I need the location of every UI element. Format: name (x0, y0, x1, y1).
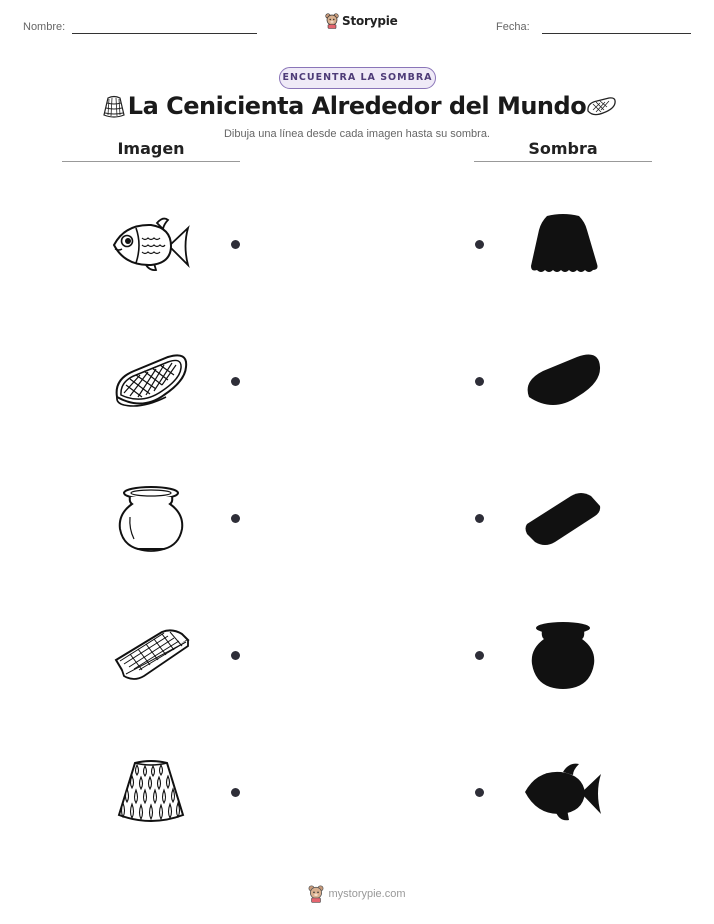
column-header-image: Imagen (117, 139, 185, 158)
name-label: Nombre: (23, 21, 66, 33)
footer (0, 885, 714, 903)
bear-mascot-icon (325, 13, 339, 29)
feather-skirt-icon (115, 757, 187, 827)
match-dot-left-2[interactable] (231, 377, 240, 386)
page-title: La Cenicienta Alrededor del Mundo (127, 92, 587, 120)
column-underline-right (474, 161, 652, 162)
bear-mascot-footer-icon (308, 885, 324, 903)
footer-url[interactable]: mystorypie.com (328, 888, 406, 900)
date-label: Fecha: (496, 21, 530, 33)
woven-slipper-small-icon (585, 95, 617, 119)
mat-shadow-icon (523, 490, 603, 548)
match-dot-right-5[interactable] (475, 788, 484, 797)
fish-icon (111, 214, 191, 276)
brand-logo (325, 13, 398, 29)
slipper-shadow-icon (523, 351, 603, 411)
name-field[interactable] (72, 33, 257, 34)
woven-slipper-icon (112, 351, 190, 413)
match-dot-right-4[interactable] (475, 651, 484, 660)
match-dot-right-1[interactable] (475, 240, 484, 249)
match-dot-right-2[interactable] (475, 377, 484, 386)
match-dot-left-5[interactable] (231, 788, 240, 797)
pot-icon (116, 485, 186, 555)
column-header-shadow: Sombra (528, 139, 598, 158)
feather-skirt-shadow-icon (527, 212, 599, 276)
woven-mat-icon (112, 624, 190, 686)
match-dot-left-4[interactable] (231, 651, 240, 660)
pot-shadow-icon (528, 620, 598, 692)
fish-shadow-icon (523, 762, 603, 824)
match-dot-right-3[interactable] (475, 514, 484, 523)
instructions: Dibuja una línea desde cada imagen hasta su sombra. (223, 128, 490, 140)
brand-name: Storypie (342, 14, 398, 28)
date-field[interactable] (542, 33, 691, 34)
match-dot-left-1[interactable] (231, 240, 240, 249)
activity-badge: ENCUENTRA LA SOMBRA (279, 67, 436, 89)
match-dot-left-3[interactable] (231, 514, 240, 523)
column-underline-left (62, 161, 240, 162)
